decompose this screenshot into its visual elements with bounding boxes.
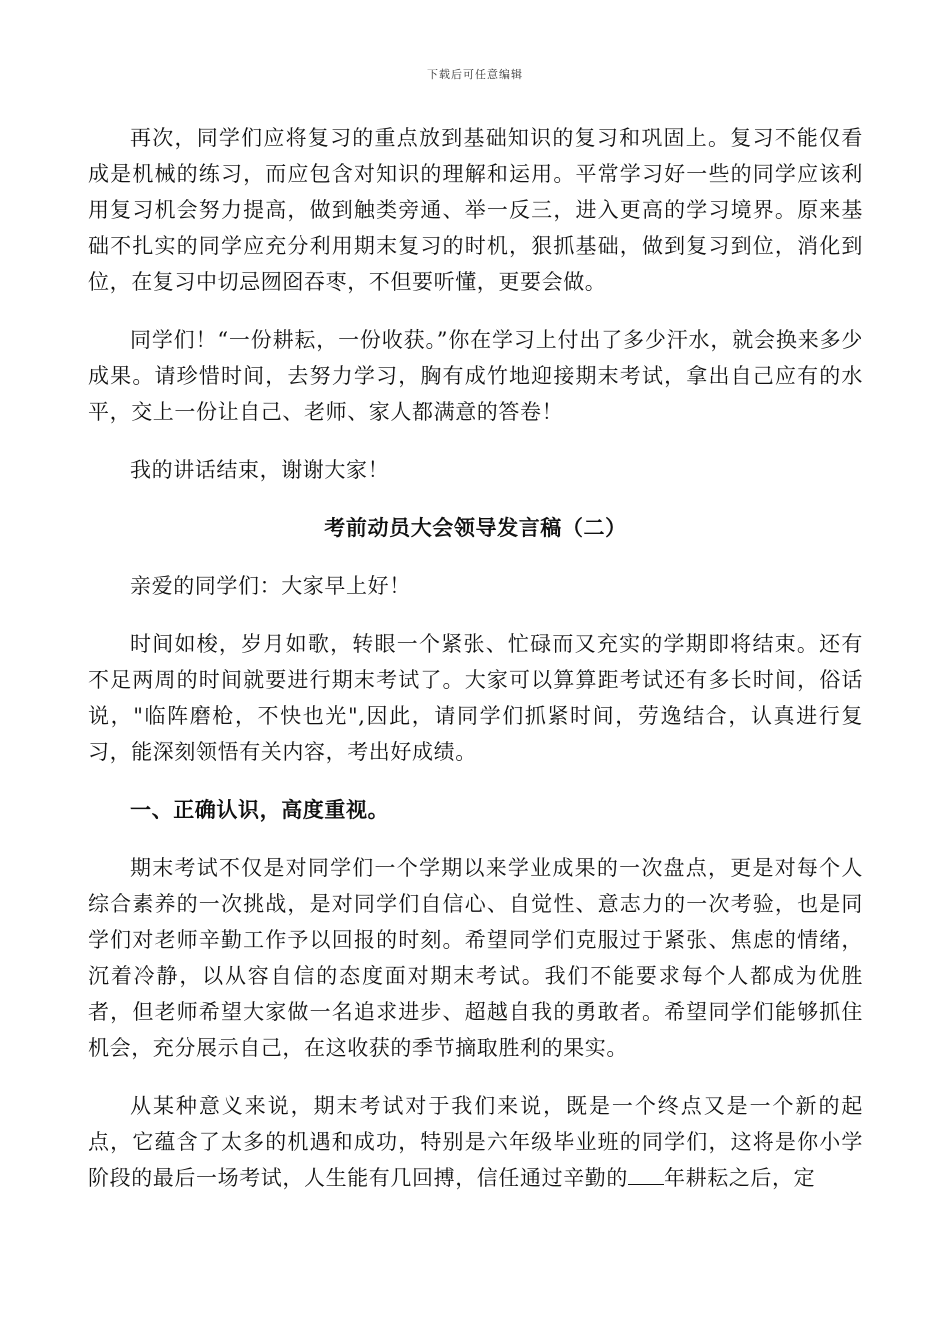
paragraph-new-start [88, 1088, 863, 1196]
paragraph-effort-reward: 同学们！“一份耕耘，一份收获。”你在学习上付出了多少汗水，就会换来多少成果。请珍惜时间，去努力学习，胸有成竹地迎接期末考试，拿出自己应有的水平，交上一份让自己、老师、家人都满意的答卷！ [88, 328, 863, 424]
section-title: 考前动员大会领导发言稿（二） [324, 515, 627, 540]
heading-correct-understanding: 一、正确认识，高度重视。 [130, 797, 390, 822]
document-body [88, 120, 863, 1218]
paragraph-new-start-part1: 从某种意义来说，期末考试对于我们来说，既是一个终点又是一个新的起点，它蕴含了太多的机遇和成功，特别是六年级毕业班的同学们，这将是你小学阶段的最后一场考试，人生能有几回搏，信任通过辛勤的 [88, 1094, 863, 1190]
paragraph-new-start-part2: 年耕耘之后，定 [664, 1166, 816, 1190]
fill-in-blank [628, 1166, 664, 1185]
paragraph-review-focus: 再次，同学们应将复习的重点放到基础知识的复习和巩固上。复习不能仅看成是机械的练习，而应包含对知识的理解和运用。平常学习好一些的同学应该利用复习机会努力提高，做到触类旁通、举一反三，进入更高的学习境界。原来基础不扎实的同学应充分利用期末复习的时机，狠抓基础，做到复习到位，消化到位，在复习中切忌囫囵吞枣，不但要听懂，更要会做。 [88, 126, 863, 294]
paragraph-exam-meaning: 期末考试不仅是对同学们一个学期以来学业成果的一次盘点，更是对每个人综合素养的一次挑战，是对同学们自信心、自觉性、意志力的一次考验，也是同学们对老师辛勤工作予以回报的时刻。希望同学们克服过于紧张、焦虑的情绪，沉着冷静，以从容自信的态度面对期末考试。我们不能要求每个人都成为优胜者，但老师希望大家做一名追求进步、超越自我的勇敢者。希望同学们能够抓住机会，充分展示自己，在这收获的季节摘取胜利的果实。 [88, 856, 863, 1060]
paragraph-time-flies: 时间如梭，岁月如歌，转眼一个紧张、忙碌而又充实的学期即将结束。还有不足两周的时间就要进行期末考试了。大家可以算算距考试还有多长时间，俗话说，"临阵磨枪，不快也光",因此，请同学们抓紧时间，劳逸结合，认真进行复习，能深刻领悟有关内容，考出好成绩。 [88, 632, 863, 764]
paragraph-greeting: 亲爱的同学们：大家早上好！ [130, 574, 411, 598]
paragraph-closing: 我的讲话结束，谢谢大家！ [130, 458, 390, 482]
page-header: 下载后可任意编辑 [427, 68, 523, 81]
